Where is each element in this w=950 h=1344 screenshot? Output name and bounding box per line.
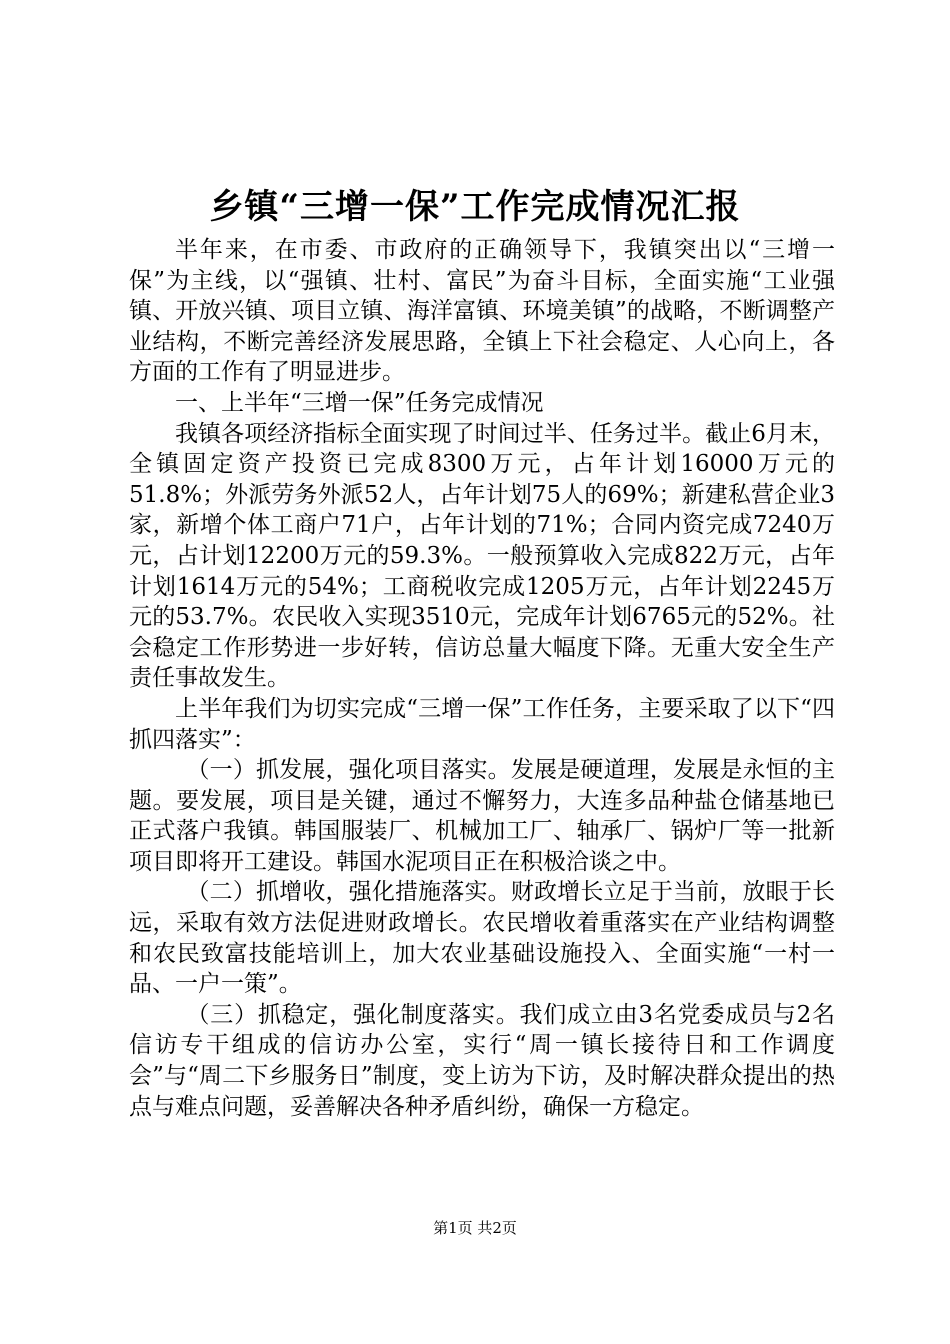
measures-intro-paragraph: 上半年我们为切实完成“三增一保”工作任务，主要采取了以下“四抓四落实”： — [129, 695, 835, 753]
document-title: 乡镇“三增一保”工作完成情况汇报 — [209, 187, 741, 227]
indicators-paragraph: 我镇各项经济指标全面实现了时间过半、任务过半。截止6月末，全镇固定资产投资已完成8300万元，占年计划16000万元的51.8%；外派劳务外派52人，占年计划75人的69%；新建私营企业3家，新增个体工商户71户，占年计划的71%；合同内资完成7240万元，占计划12200万元的59.3%。一般预算收入完成822万元，占年计划1614万元的54%；工商税收完成1205万元，占年计划2245万元的53.7%。农民收入实现3510元，完成年计划6765元的52%。社会稳定工作形势进一步好转，信访总量大幅度下降。无重大安全生产责任事故发生。 — [129, 420, 835, 692]
measure-three-paragraph: （三）抓稳定，强化制度落实。我们成立由3名党委成员与2名信访专干组成的信访办公室，实行“周一镇长接待日和工作调度会”与“周二下乡服务日”制度，变上访为下访，及时解决群众提出的热点与难点问题，妥善解决各种矛盾纠纷，确保一方稳定。 — [129, 1001, 835, 1120]
measure-two-paragraph: （二）抓增收，强化措施落实。财政增长立足于当前，放眼于长远，采取有效方法促进财政增长。农民增收着重落实在产业结构调整和农民致富技能培训上，加大农业基础设施投入、全面实施“一村一品、一户一策”。 — [129, 879, 835, 998]
page-number-footer: 第1页 共2页 — [433, 1219, 517, 1237]
measure-one-paragraph: （一）抓发展，强化项目落实。发展是硬道理，发展是永恒的主题。要发展，项目是关键，通过不懈努力，大连多品种盐仓储基地已正式落户我镇。韩国服装厂、机械加工厂、轴承厂、锅炉厂等一批新项目即将开工建设。韩国水泥项目正在积极洽谈之中。 — [129, 757, 835, 875]
document-body — [129, 235, 835, 1122]
intro-paragraph: 半年来，在市委、市政府的正确领导下，我镇突出以“三增一保”为主线，以“强镇、壮村、富民”为奋斗目标，全面实施“工业强镇、开放兴镇、项目立镇、海洋富镇、环境美镇”的战略，不断调整产业结构，不断完善经济发展思路，全镇上下社会稳定、人心向上，各方面的工作有了明显进步。 — [129, 237, 835, 386]
section-heading: 一、上半年“三增一保”任务完成情况 — [175, 389, 544, 416]
